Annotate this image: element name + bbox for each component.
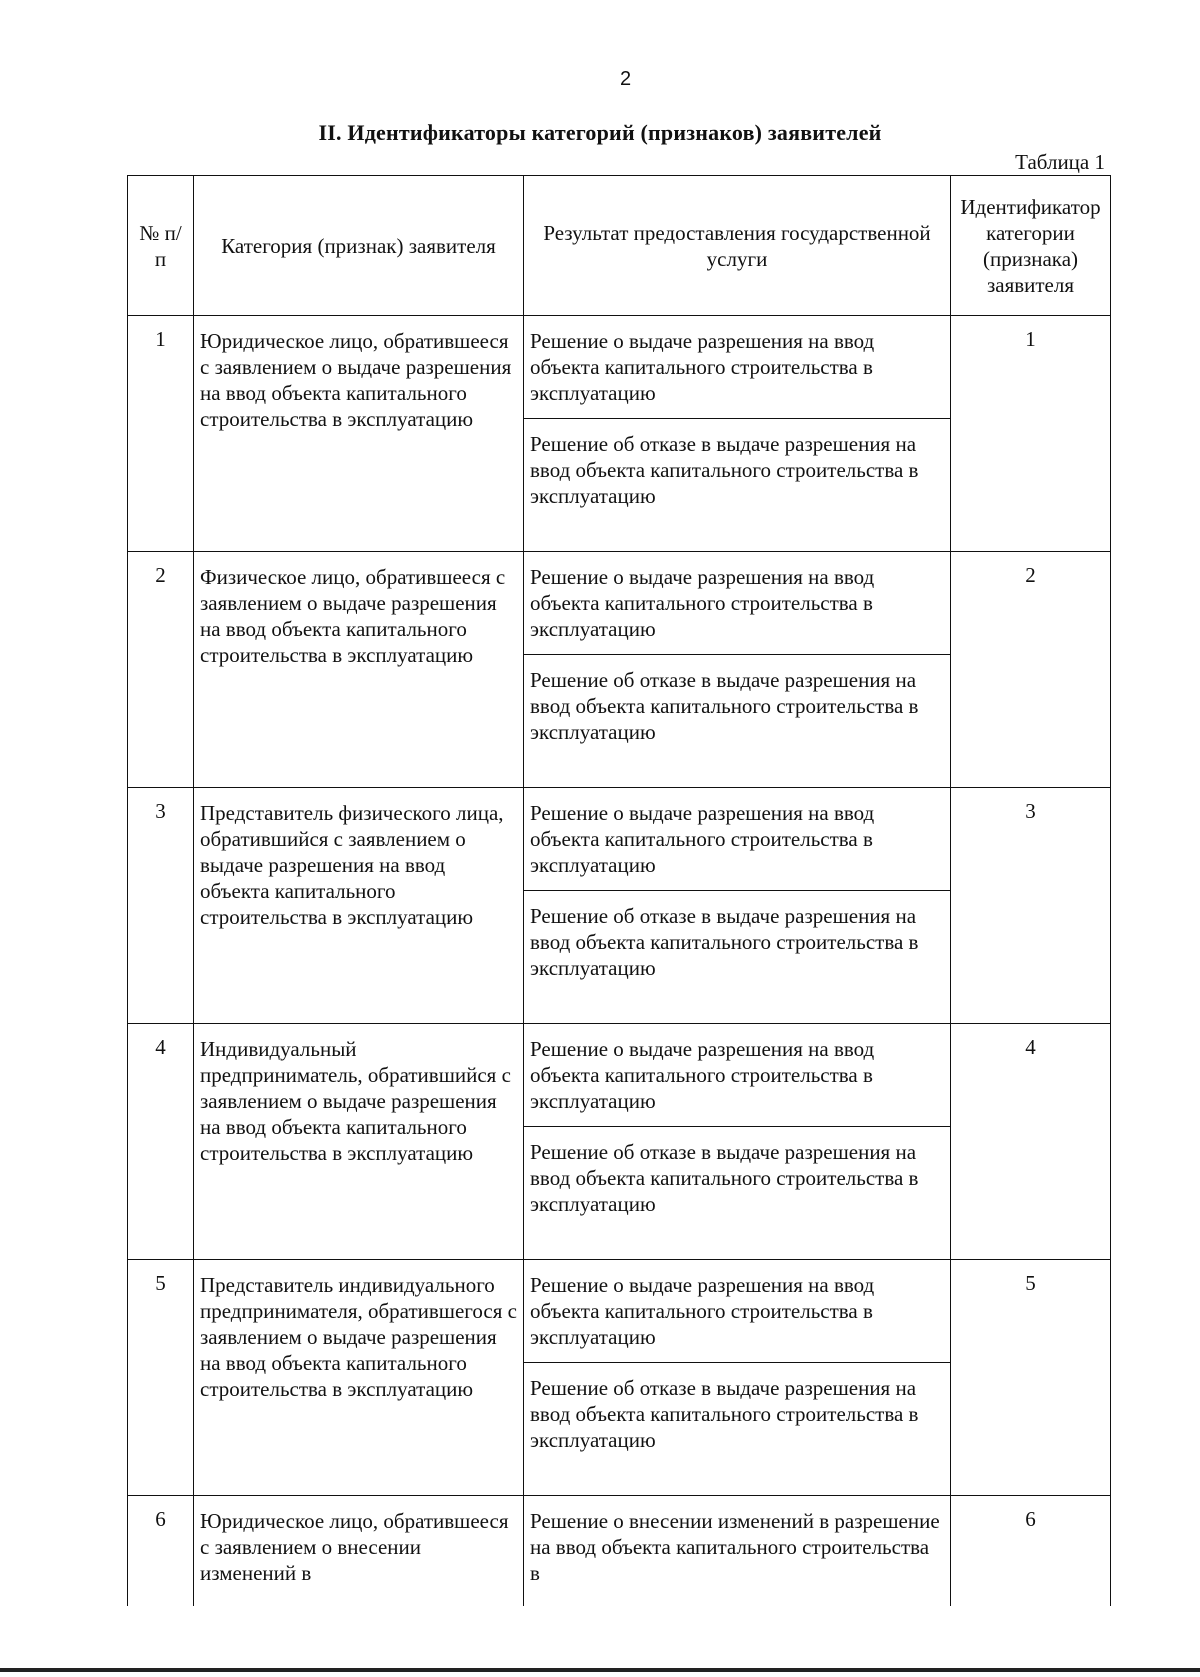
table-row (128, 316, 1111, 419)
service-result-refusal: Решение об отказе в выдаче разрешения на ввод объекта капитального строительства в эксплуатацию (524, 655, 951, 788)
header-category: Категория (признак) заявителя (194, 176, 524, 316)
table-row (128, 788, 1111, 891)
service-result-refusal: Решение об отказе в выдаче разрешения на ввод объекта капитального строительства в эксплуатацию (524, 891, 951, 1024)
service-result-refusal: Решение об отказе в выдаче разрешения на ввод объекта капитального строительства в эксплуатацию (524, 1127, 951, 1260)
row-number: 5 (128, 1260, 194, 1496)
category-identifier: 3 (951, 788, 1111, 1024)
service-result-issue: Решение о выдаче разрешения на ввод объекта капитального строительства в эксплуатацию (524, 1024, 951, 1127)
applicant-category: Юридическое лицо, обратившееся с заявлением о выдаче разрешения на ввод объекта капитального строительства в эксплуатацию (194, 316, 524, 552)
table-row (128, 1496, 1111, 1607)
table-row (128, 552, 1111, 655)
category-identifier: 5 (951, 1260, 1111, 1496)
applicant-category: Представитель физического лица, обратившийся с заявлением о выдаче разрешения на ввод объекта капитального строительства в эксплуатацию (194, 788, 524, 1024)
table-row (128, 1024, 1111, 1127)
header-identifier: Идентификатор категории (признака) заявителя (951, 176, 1111, 316)
header-result: Результат предоставления государственной услуги (524, 176, 951, 316)
service-result-amendment: Решение о внесении изменений в разрешение на ввод объекта капитального строительства в (524, 1496, 951, 1607)
categories-table (127, 175, 1111, 1606)
category-identifier: 4 (951, 1024, 1111, 1260)
applicant-category: Индивидуальный предприниматель, обратившийся с заявлением о выдаче разрешения на ввод объекта капитального строительства в эксплуатацию (194, 1024, 524, 1260)
row-number: 6 (128, 1496, 194, 1607)
applicant-category: Юридическое лицо, обратившееся с заявлением о внесении изменений в (194, 1496, 524, 1607)
row-number: 2 (128, 552, 194, 788)
table-row (128, 1260, 1111, 1363)
applicant-category: Физическое лицо, обратившееся с заявлением о выдаче разрешения на ввод объекта капитального строительства в эксплуатацию (194, 552, 524, 788)
row-number: 3 (128, 788, 194, 1024)
service-result-issue: Решение о выдаче разрешения на ввод объекта капитального строительства в эксплуатацию (524, 788, 951, 891)
service-result-issue: Решение о выдаче разрешения на ввод объекта капитального строительства в эксплуатацию (524, 552, 951, 655)
section-heading: II. Идентификаторы категорий (признаков) заявителей (318, 120, 882, 145)
category-identifier: 1 (951, 316, 1111, 552)
table-header-row (128, 176, 1111, 316)
category-identifier: 2 (951, 552, 1111, 788)
page-number: 2 (620, 68, 632, 90)
service-result-refusal: Решение об отказе в выдаче разрешения на ввод объекта капитального строительства в эксплуатацию (524, 419, 951, 552)
row-number: 4 (128, 1024, 194, 1260)
service-result-issue: Решение о выдаче разрешения на ввод объекта капитального строительства в эксплуатацию (524, 316, 951, 419)
service-result-issue: Решение о выдаче разрешения на ввод объекта капитального строительства в эксплуатацию (524, 1260, 951, 1363)
scan-edge-divider (0, 1668, 1200, 1672)
applicant-category: Представитель индивидуального предпринимателя, обратившегося с заявлением о выдаче разрешения на ввод объекта капитального строительства в эксплуатацию (194, 1260, 524, 1496)
table-label: Таблица 1 (1015, 150, 1105, 174)
category-identifier: 6 (951, 1496, 1111, 1607)
row-number: 1 (128, 316, 194, 552)
service-result-refusal: Решение об отказе в выдаче разрешения на ввод объекта капитального строительства в эксплуатацию (524, 1363, 951, 1496)
header-num: № п/п (128, 176, 194, 316)
